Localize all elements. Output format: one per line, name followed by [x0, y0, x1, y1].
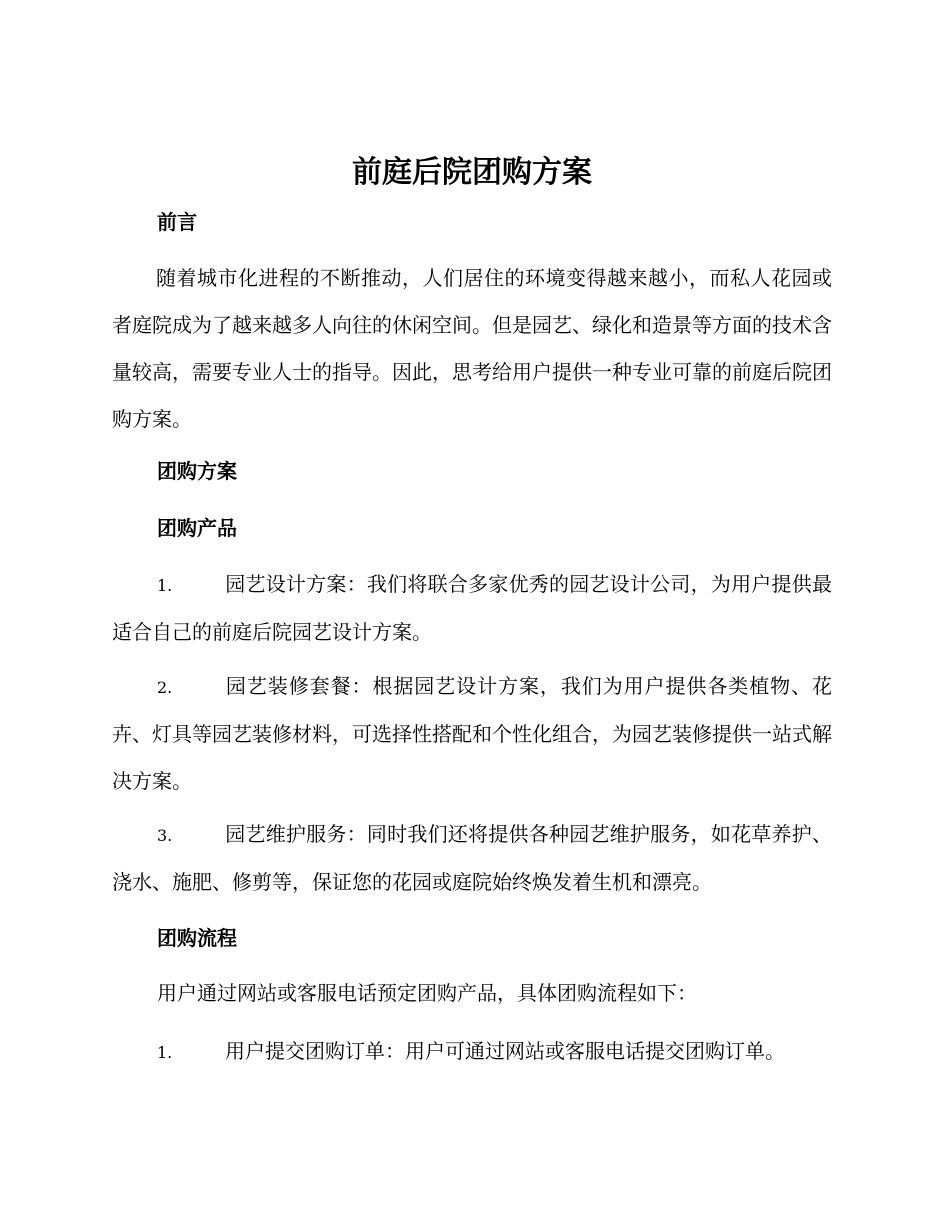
products-heading: 团购产品: [157, 516, 237, 540]
product-item-2: [112, 663, 832, 805]
list-item-text: 园艺维护服务：同时我们还将提供各种园艺维护服务，如花草养护、浇水、施肥、修剪等，保证您的花园或庭院始终焕发着生机和漂亮。: [112, 822, 832, 894]
product-item-1: [112, 561, 832, 656]
list-item-text: 园艺设计方案：我们将联合多家优秀的园艺设计公司，为用户提供最适合自己的前庭后院园艺设计方案。: [112, 572, 832, 644]
list-item-text: 园艺装修套餐：根据园艺设计方案，我们为用户提供各类植物、花卉、灯具等园艺装修材料，可选择性搭配和个性化组合，为园艺装修提供一站式解决方案。: [112, 674, 832, 793]
list-number: 1.: [157, 1043, 173, 1062]
document-title: 前庭后院团购方案: [352, 155, 592, 190]
list-number: 1.: [157, 576, 173, 595]
list-number: 3.: [157, 826, 173, 845]
process-step-1: [112, 1028, 832, 1076]
list-item-text: 用户提交团购订单：用户可通过网站或客服电话提交团购订单。: [225, 1039, 785, 1063]
preface-heading: 前言: [157, 210, 197, 234]
preface-paragraph: 随着城市化进程的不断推动，人们居住的环境变得越来越小，而私人花园或者庭院成为了越来越多人向往的休闲空间。但是园艺、绿化和造景等方面的技术含量较高，需要专业人士的指导。因此，思考给用户提供一种专业可靠的前庭后院团购方案。: [112, 266, 832, 431]
plan-heading: 团购方案: [157, 459, 237, 483]
process-heading: 团购流程: [157, 926, 237, 950]
product-item-3: [112, 811, 832, 906]
process-intro: 用户通过网站或客服电话预定团购产品，具体团购流程如下：: [157, 981, 697, 1005]
list-number: 2.: [157, 678, 173, 697]
